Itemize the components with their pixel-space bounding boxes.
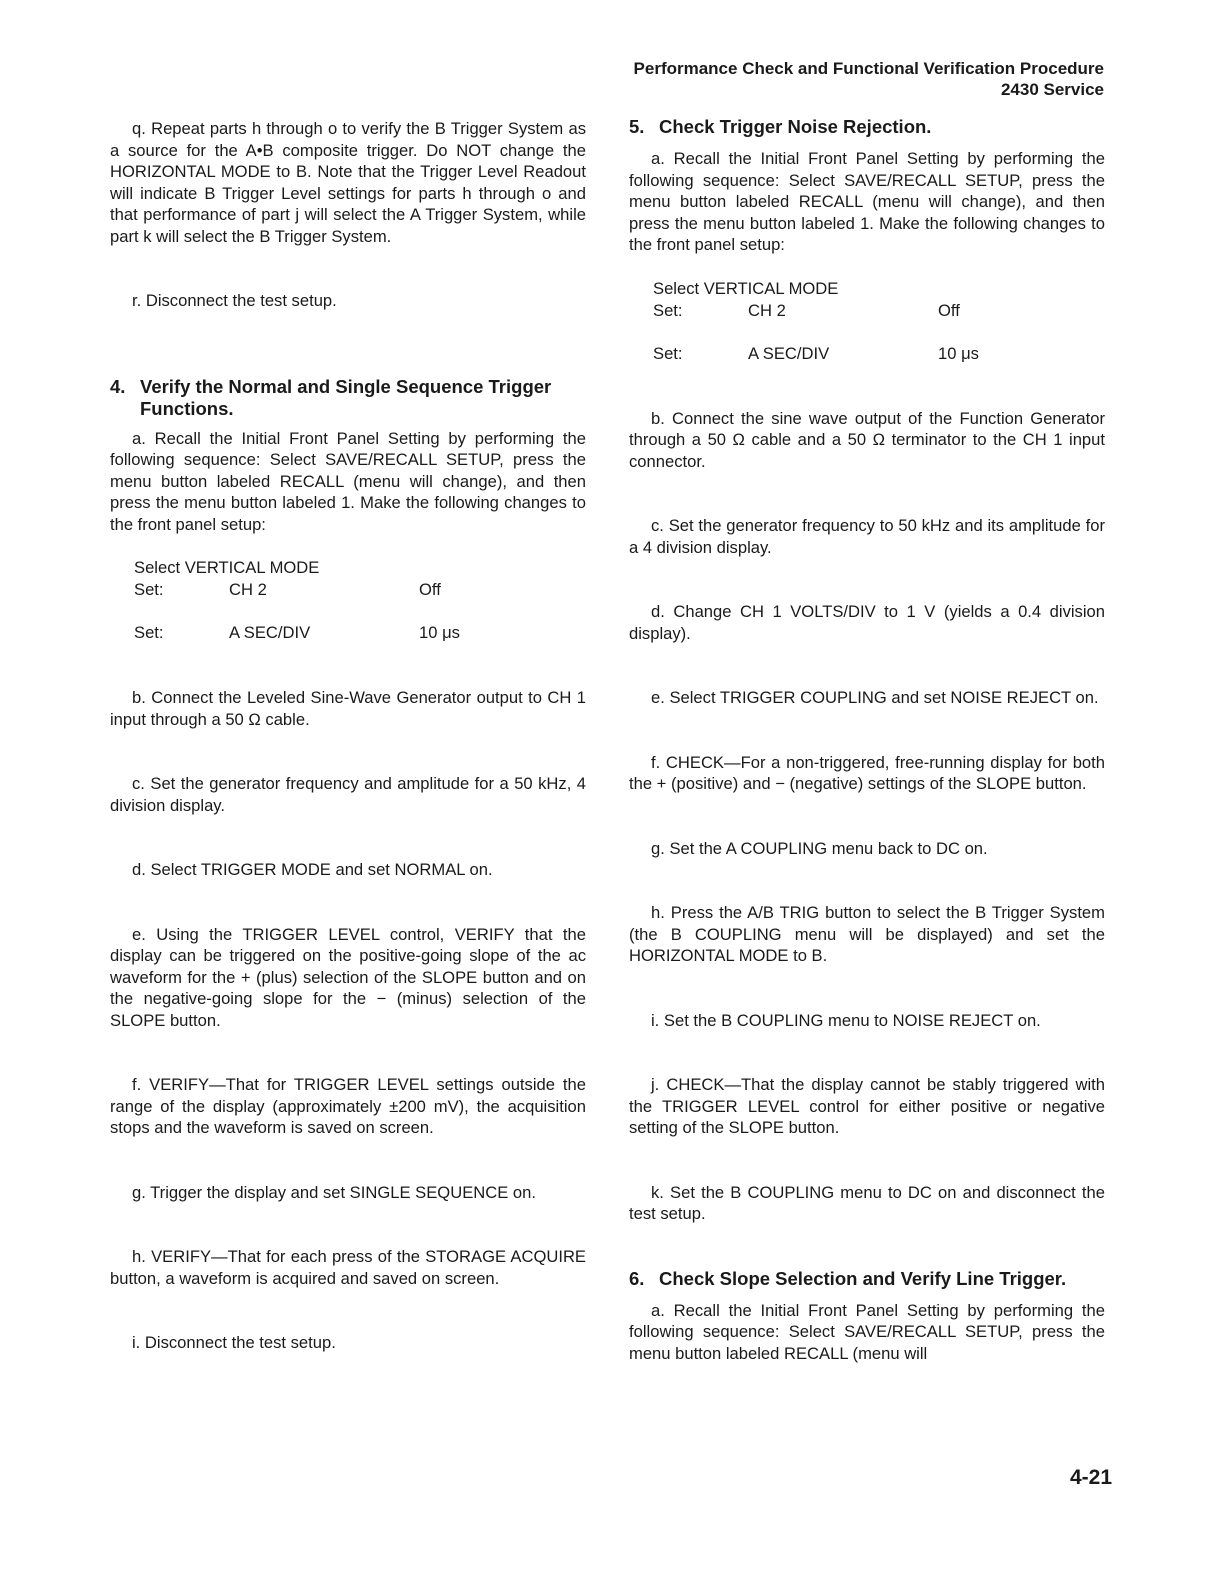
step-5b: b. Connect the sine wave output of the Function Generator through a 50 Ω cable and a 50 Ω terminator to the CH 1 input connector. bbox=[629, 408, 1105, 471]
page-number: 4-21 bbox=[1069, 1466, 1112, 1489]
step-5f: f. CHECK—For a non-triggered, free-running display for both the + (positive) and − (negative) settings of the SLOPE button. bbox=[629, 752, 1105, 793]
section-4-heading: 4. Verify the Normal and Single Sequence Trigger Functions. bbox=[110, 375, 552, 419]
step-5k: k. Set the B COUPLING menu to DC on and disconnect the test setup. bbox=[629, 1182, 1105, 1223]
step-4e: e. Using the TRIGGER LEVEL control, VERIFY that the display can be triggered on the positive-going slope of the ac waveform for the + (plus) selection of the SLOPE button and on the negative-going slope for the − (minus) selection of the SLOPE button. bbox=[110, 924, 586, 1030]
step-5e: e. Select TRIGGER COUPLING and set NOISE REJECT on. bbox=[651, 688, 1099, 707]
step-4a: a. Recall the Initial Front Panel Setting by performing the following sequence: Select SAVE/RECALL SETUP, press the menu button labeled RECALL (menu will change), and then press the menu button labeled 1. Make the following changes to the front panel setup: bbox=[110, 428, 586, 534]
step-5g: g. Set the A COUPLING menu back to DC on. bbox=[651, 838, 988, 858]
step-5a: a. Recall the Initial Front Panel Setting by performing the following sequence: Select SAVE/RECALL SETUP, press the menu button labeled RECALL (menu will change), and then press the menu button labeled 1. Make the following changes to the front panel setup: bbox=[629, 149, 1105, 254]
header-title: Performance Check and Functional Verification Procedure bbox=[633, 59, 1104, 78]
step-5h: h. Press the A/B TRIG button to select the B Trigger System (the B COUPLING menu will be displayed) and set the HORIZONTAL MODE to B. bbox=[629, 903, 1105, 965]
step-4d: d. Select TRIGGER MODE and set NORMAL on. bbox=[132, 860, 493, 879]
step-5i: i. Set the B COUPLING menu to NOISE REJECT on. bbox=[651, 1010, 1041, 1030]
step-4g: g. Trigger the display and set SINGLE SEQUENCE on. bbox=[132, 1182, 536, 1202]
section-6-heading: 6. Check Slope Selection and Verify Line Trigger. bbox=[629, 1267, 1067, 1289]
setup-table-5: Select VERTICAL MODE Set: CH 2 Off Set: A SEC/DIV 10 μs bbox=[653, 278, 979, 363]
running-header bbox=[634, 58, 1104, 100]
step-4b: b. Connect the Leveled Sine-Wave Generator output to CH 1 input through a 50 Ω cable. bbox=[110, 688, 586, 729]
step-r: r. Disconnect the test setup. bbox=[132, 291, 337, 310]
section-5-heading: 5. Check Trigger Noise Rejection. bbox=[629, 116, 932, 137]
step-q: q. Repeat parts h through o to verify the B Trigger System as a source for the A•B composite trigger. Do NOT change the HORIZONTAL MODE to B. Note that the Trigger Level Readout will indicate B Trigger Level settings for parts h through o and that performance of part j will select the A Trigger System, while part k will select the B Trigger System. bbox=[110, 119, 586, 246]
step-5d: d. Change CH 1 VOLTS/DIV to 1 V (yields a 0.4 division display). bbox=[629, 602, 1105, 643]
step-6a: a. Recall the Initial Front Panel Setting by performing the following sequence: Select SAVE/RECALL SETUP, press the menu button labeled RECALL (menu will bbox=[629, 1300, 1105, 1363]
step-5j: j. CHECK—That the display cannot be stably triggered with the TRIGGER LEVEL control for either positive or negative setting of the SLOPE button. bbox=[629, 1075, 1105, 1137]
step-4i: i. Disconnect the test setup. bbox=[132, 1333, 336, 1352]
setup-table-4: Select VERTICAL MODE Set: CH 2 Off Set: A SEC/DIV 10 μs bbox=[134, 558, 460, 642]
step-4c: c. Set the generator frequency and amplitude for a 50 kHz, 4 division display. bbox=[110, 774, 586, 815]
header-subtitle: 2430 Service bbox=[1000, 80, 1104, 99]
step-5c: c. Set the generator frequency to 50 kHz and its amplitude for a 4 division display. bbox=[629, 516, 1105, 557]
step-4f: f. VERIFY—That for TRIGGER LEVEL settings outside the range of the display (approximately ±200 mV), the acquisition stops and the waveform is saved on screen. bbox=[110, 1075, 586, 1137]
right-column bbox=[629, 116, 1105, 1364]
left-column bbox=[110, 118, 586, 1354]
step-4h: h. VERIFY—That for each press of the STORAGE ACQUIRE button, a waveform is acquired and saved on screen. bbox=[110, 1247, 586, 1288]
